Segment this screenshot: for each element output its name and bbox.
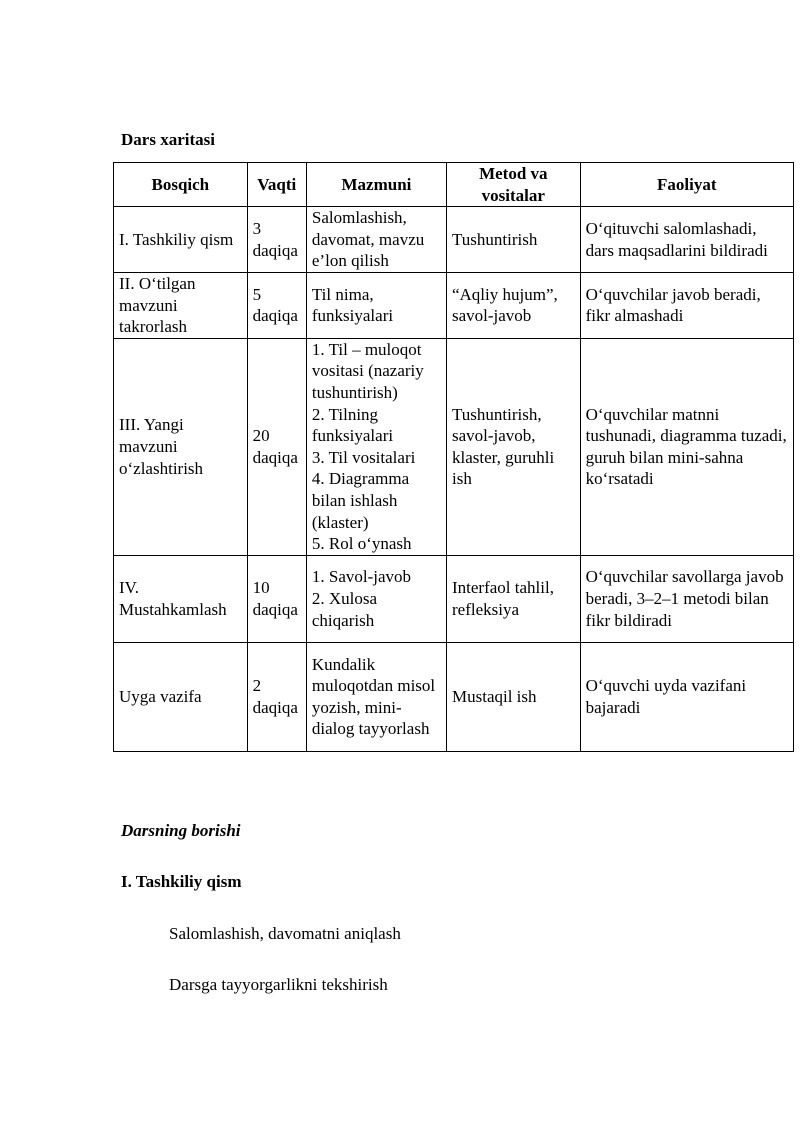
cell-content: Salomlashish, davomat, mavzu e’lon qilish	[306, 207, 446, 273]
cell-time: 2 daqiqa	[247, 642, 306, 751]
cell-stage: Uyga vazifa	[114, 642, 248, 751]
header-activity: Faoliyat	[580, 163, 793, 207]
content-item: 1. Savol-javob	[311, 567, 412, 587]
cell-stage: IV. Mustahkamlash	[114, 555, 248, 642]
content-item: 2. Xulosa chiqarish	[311, 588, 378, 630]
subsection-title: I. Tashkiliy qism	[121, 872, 242, 891]
table-row	[114, 642, 794, 751]
cell-activity: O‘quvchilar savollarga javob beradi, 3–2–1 metodi bilan fikr bildiradi	[580, 555, 793, 642]
cell-method: Tushuntirish, savol-javob, klaster, guruhli ish	[446, 338, 580, 555]
header-time: Vaqti	[247, 163, 306, 207]
cell-activity: O‘quvchi uyda vazifani bajaradi	[580, 642, 793, 751]
header-content: Mazmuni	[306, 163, 446, 207]
table-row	[114, 555, 794, 642]
content-item: 2. Tilning funksiyalari	[311, 404, 394, 446]
cell-content	[306, 555, 446, 642]
paragraph: Salomlashish, davomatni aniqlash	[169, 924, 401, 943]
cell-content: Kundalik muloqotdan misol yozish, mini-dialog tayyorlash	[306, 642, 446, 751]
cell-activity: O‘quvchilar javob beradi, fikr almashadi	[580, 272, 793, 338]
cell-method: Mustaqil ish	[446, 642, 580, 751]
document-title: Dars xaritasi	[121, 130, 215, 149]
paragraph: Darsga tayyorgarlikni tekshirish	[169, 975, 388, 994]
section-title: Darsning borishi	[121, 821, 241, 840]
header-stage: Bosqich	[114, 163, 248, 207]
cell-time: 5 daqiqa	[247, 272, 306, 338]
cell-time: 10 daqiqa	[247, 555, 306, 642]
cell-method: Interfaol tahlil, refleksiya	[446, 555, 580, 642]
cell-method: Tushuntirish	[446, 207, 580, 273]
table-row	[114, 338, 794, 555]
cell-time: 3 daqiqa	[247, 207, 306, 273]
table-header-row	[114, 163, 794, 207]
cell-stage: II. O‘tilgan mavzuni takrorlash	[114, 272, 248, 338]
cell-time: 20 daqiqa	[247, 338, 306, 555]
cell-content	[306, 338, 446, 555]
table-row	[114, 207, 794, 273]
cell-stage: I. Tashkiliy qism	[114, 207, 248, 273]
cell-stage: III. Yangi mavzuni o‘zlashtirish	[114, 338, 248, 555]
cell-activity: O‘quvchilar matnni tushunadi, diagramma tuzadi, guruh bilan mini-sahna ko‘rsatadi	[580, 338, 793, 555]
header-method: Metod va vositalar	[446, 163, 580, 207]
content-item: 4. Diagramma bilan ishlash (klaster)	[311, 469, 410, 532]
lesson-map-table	[113, 162, 794, 752]
cell-content: Til nima, funksiyalari	[306, 272, 446, 338]
cell-activity: O‘qituvchi salomlashadi, dars maqsadlarini bildiradi	[580, 207, 793, 273]
content-item: 1. Til – muloqot vositasi (nazariy tushuntirish)	[311, 339, 424, 402]
content-item: 3. Til vositalari	[311, 447, 416, 467]
content-item: 5. Rol o‘ynash	[311, 534, 412, 554]
table-row	[114, 272, 794, 338]
cell-method: “Aqliy hujum”, savol-javob	[446, 272, 580, 338]
